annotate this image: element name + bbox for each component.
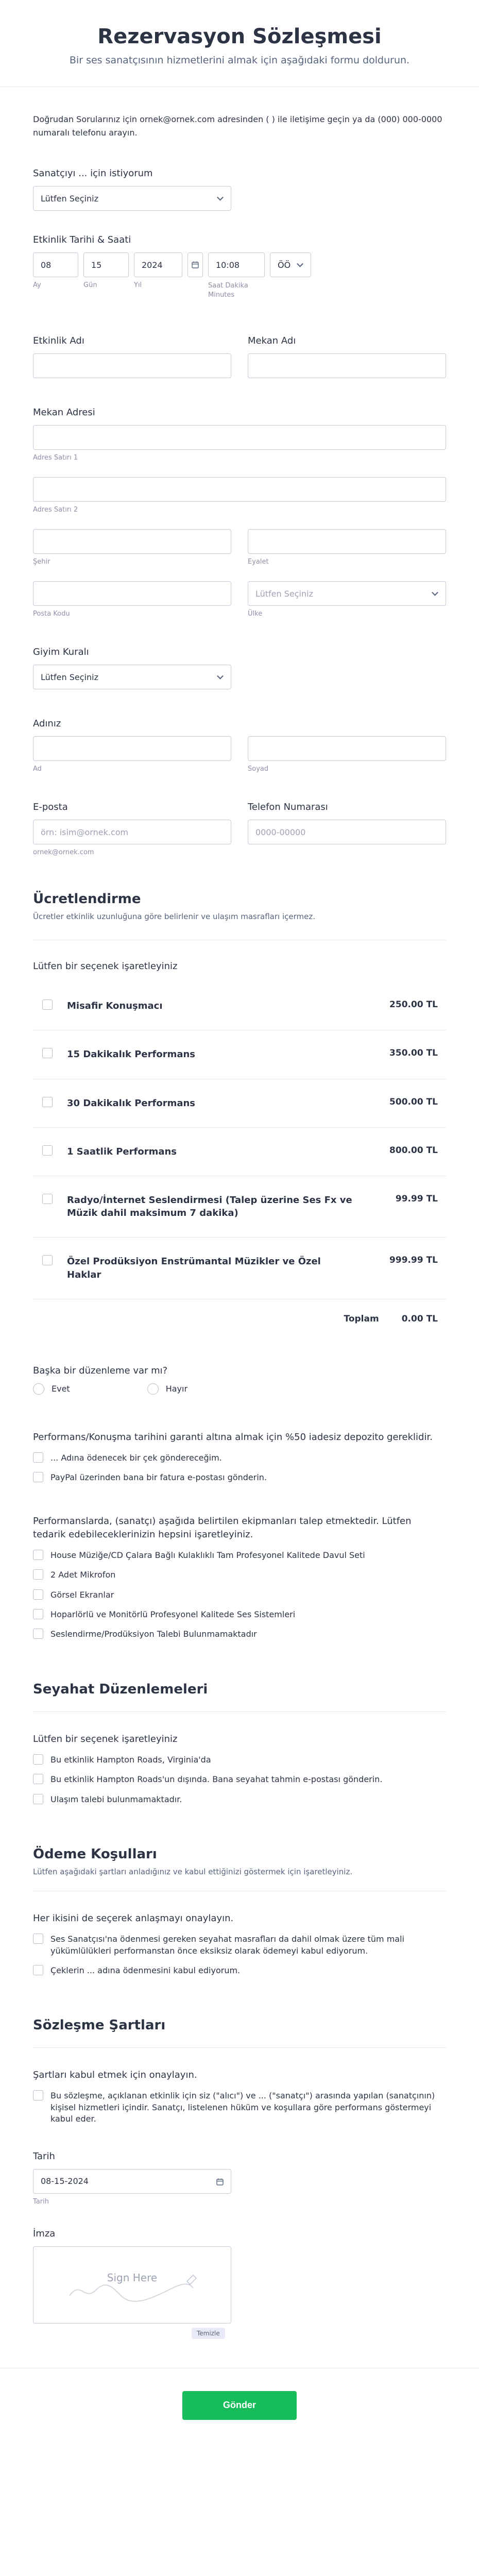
year-input[interactable]: 2024 xyxy=(134,252,182,277)
city-sublabel: Şehir xyxy=(33,558,50,566)
address-line2-sublabel: Adres Satırı 2 xyxy=(33,506,78,514)
submit-area xyxy=(0,2368,479,2451)
checkbox-box xyxy=(33,1609,43,1619)
address-label: Mekan Adresi xyxy=(33,407,95,418)
day-input[interactable]: 15 xyxy=(83,252,129,277)
checkbox-box xyxy=(33,1452,43,1463)
travel-option-label: Bu etkinlik Hampton Roads, Virginia'da xyxy=(50,1754,211,1765)
radio-no[interactable] xyxy=(147,1383,187,1395)
other-arrangement-label: Başka bir düzenleme var mı? xyxy=(33,1365,168,1376)
chevron-down-icon xyxy=(217,194,224,201)
address-line1-sublabel: Adres Satırı 1 xyxy=(33,454,78,462)
email-placeholder: örn: isim@ornek.com xyxy=(41,827,129,837)
month-sublabel: Ay xyxy=(33,281,41,290)
checkbox-box xyxy=(42,999,53,1010)
product-name: 15 Dakikalık Performans xyxy=(67,1049,196,1060)
equipment-option-label: 2 Adet Mikrofon xyxy=(50,1570,116,1580)
checkbox-box xyxy=(33,1550,43,1560)
payment-field xyxy=(33,1912,446,1976)
product-name: Özel Prodüksiyon Enstrümantal Müzikler ve Özel Haklar xyxy=(67,1256,321,1280)
product-price: 800.00 TL xyxy=(389,1145,438,1156)
travel-option-label: Ulaşım talebi bulunmamaktadır. xyxy=(50,1794,182,1804)
submit-button[interactable]: Gönder xyxy=(182,2391,297,2420)
state-input[interactable] xyxy=(248,529,446,554)
date-field xyxy=(33,2151,446,2206)
artist-select[interactable] xyxy=(33,186,231,211)
chevron-down-icon xyxy=(432,589,438,596)
signature-pad[interactable] xyxy=(33,2246,231,2324)
contract-checkbox[interactable] xyxy=(33,2090,446,2125)
equipment-field xyxy=(33,1515,446,1640)
product-item[interactable] xyxy=(33,982,446,1030)
checkbox-box xyxy=(42,1145,53,1156)
name-label: Adınız xyxy=(33,718,61,730)
checkbox-box xyxy=(33,2090,43,2100)
checkbox-box xyxy=(42,1097,53,1107)
product-item[interactable] xyxy=(33,1079,446,1128)
signature-field xyxy=(33,2228,446,2339)
total-value: 0.00 TL xyxy=(401,1313,438,1324)
equipment-option-label: House Müziğe/CD Çalara Bağlı Kulaklıklı Tam Profesyonel Kalitede Davul Seti xyxy=(50,1550,365,1560)
date-input[interactable] xyxy=(33,2169,231,2194)
pricing-desc: Ücretler etkinlik uzunluğuna göre belirlenir ve ulaşım masrafları içermez. xyxy=(33,912,315,922)
zip-sublabel: Posta Kodu xyxy=(33,610,70,618)
event-name-label: Etkinlik Adı xyxy=(33,335,84,347)
checkbox-option[interactable] xyxy=(33,1774,446,1785)
intro-text: Doğrudan Sorularınız için ornek@ornek.com adresinden ( ) ile iletişime geçin ya da (000) 000-0000 numaralı telefonu arayın. xyxy=(33,114,442,138)
product-name: Radyo/İnternet Seslendirmesi (Talep üzerine Ses Fx ve Müzik dahil maksimum 7 dakika) xyxy=(67,1195,352,1219)
dress-code-select[interactable] xyxy=(33,665,231,689)
calendar-icon[interactable] xyxy=(187,252,203,277)
radio-circle xyxy=(147,1383,159,1395)
form-title: Rezervasyon Sözleşmesi xyxy=(97,25,382,48)
checkbox-option[interactable] xyxy=(33,1550,446,1561)
total-label: Toplam xyxy=(344,1313,379,1324)
zip-input[interactable] xyxy=(33,581,231,606)
artist-field xyxy=(33,168,446,211)
artist-label: Sanatçıyı ... için istiyorum xyxy=(33,168,153,179)
product-item[interactable] xyxy=(33,1030,446,1079)
deposit-option-label: ... Adına ödenecek bir çek göndereceğim. xyxy=(50,1452,222,1463)
travel-question: Lütfen bir seçenek işaretleyiniz xyxy=(33,1733,178,1744)
equipment-question: Performanslarda, (sanatçı) aşağıda belirtilen ekipmanları talep etmektedir. Lütfen tedarik edebileceklerinizin hepsini işaretleyiniz. xyxy=(33,1515,412,1540)
payment-title: Ödeme Koşulları xyxy=(33,1846,157,1862)
form-subtitle: Bir ses sanatçısının hizmetlerini almak için aşağıdaki formu doldurun. xyxy=(69,55,410,66)
radio-yes-label: Evet xyxy=(52,1384,70,1394)
product-item[interactable] xyxy=(33,1238,446,1299)
time-sublabel: Saat Dakika Minutes xyxy=(208,282,248,299)
email-sublabel: ornek@ornek.com xyxy=(33,849,94,857)
travel-options xyxy=(33,1754,446,1805)
travel-option-label: Bu etkinlik Hampton Roads'un dışında. Bana seyahat tahmin e-postası gönderin. xyxy=(50,1774,383,1785)
chevron-down-icon xyxy=(217,673,224,680)
last-name-input[interactable] xyxy=(248,736,446,761)
product-name: Misafir Konuşmacı xyxy=(67,1001,163,1012)
venue-name-field xyxy=(248,335,446,378)
payment-option-label: Çeklerin ... adına ödenmesini kabul ediyorum. xyxy=(50,1965,241,1975)
contract-question: Şartları kabul etmek için onaylayın. xyxy=(33,2070,197,2081)
deposit-options xyxy=(33,1452,446,1484)
checkbox-box xyxy=(33,1569,43,1580)
dress-code-label: Giyim Kuralı xyxy=(33,647,89,658)
email-field xyxy=(33,802,231,856)
product-price: 250.00 TL xyxy=(389,999,438,1010)
email-label: E-posta xyxy=(33,802,68,813)
checkbox-option[interactable] xyxy=(33,1794,446,1805)
event-name-field xyxy=(33,335,231,378)
phone-field xyxy=(248,802,446,856)
address-line1-input[interactable] xyxy=(33,425,446,450)
other-arrangement-field xyxy=(33,1365,446,1395)
checkbox-option[interactable] xyxy=(33,1569,446,1581)
chevron-down-icon xyxy=(297,261,303,267)
checkbox-box xyxy=(33,1589,43,1600)
product-name: 30 Dakikalık Performans xyxy=(67,1097,196,1109)
contract-field xyxy=(33,2069,446,2125)
equipment-option-label: Hoparlörlü ve Monitörlü Profesyonel Kalitede Ses Sistemleri xyxy=(50,1609,296,1620)
address-field xyxy=(33,407,446,618)
contract-option-label: Bu sözleşme, açıklanan etkinlik için siz ("alıcı") ve ... ("sanatçı") arasında yapılan (sanatçının) kişisel hizmetleri içindir. Sanatçı, listelenen hüküm ve koşullara göre performans göstermeyi kabul eder. xyxy=(50,2091,435,2124)
form-header xyxy=(0,0,479,87)
time-input[interactable]: 10:08 xyxy=(208,252,265,277)
city-input[interactable] xyxy=(33,529,231,554)
phone-label: Telefon Numarası xyxy=(248,802,328,813)
product-price: 99.99 TL xyxy=(395,1194,438,1205)
date-sublabel: Tarih xyxy=(33,2197,49,2206)
day-sublabel: Gün xyxy=(83,281,97,290)
checkbox-option[interactable] xyxy=(33,1754,446,1766)
product-item[interactable] xyxy=(33,1176,446,1238)
pricing-title: Ücretlendirme xyxy=(33,891,141,907)
travel-title: Seyahat Düzenlemeleri xyxy=(33,1681,208,1697)
artist-select-value: Lütfen Seçiniz xyxy=(41,193,98,204)
radio-yes[interactable] xyxy=(33,1383,70,1395)
checkbox-option[interactable] xyxy=(33,1629,446,1640)
year-sublabel: Yıl xyxy=(134,281,142,290)
phone-placeholder: 0000-00000 xyxy=(255,827,306,837)
clear-signature-button[interactable]: Temizle xyxy=(192,2328,225,2339)
product-name: 1 Saatlik Performans xyxy=(67,1146,177,1157)
email-input[interactable] xyxy=(33,820,231,844)
radio-no-label: Hayır xyxy=(165,1384,188,1394)
event-datetime-label: Etkinlik Tarihi & Saati xyxy=(33,234,131,246)
address-line2-input[interactable] xyxy=(33,477,446,502)
radio-circle xyxy=(33,1383,44,1395)
ampm-select[interactable] xyxy=(270,252,311,277)
date-label: Tarih xyxy=(33,2150,55,2162)
checkbox-box xyxy=(33,1629,43,1639)
checkbox-box xyxy=(33,1965,43,1975)
equipment-option-label: Seslendirme/Prodüksiyon Talebi Bulunmamaktadır xyxy=(50,1629,257,1639)
checkbox-option[interactable] xyxy=(33,1609,446,1620)
checkbox-box xyxy=(33,1472,43,1482)
month-input[interactable]: 08 xyxy=(33,252,78,277)
equipment-option-label: Görsel Ekranlar xyxy=(50,1589,114,1600)
contract-title: Sözleşme Şartları xyxy=(33,2018,166,2033)
checkbox-box xyxy=(42,1194,53,1204)
last-name-sublabel: Soyad xyxy=(248,765,269,773)
event-datetime-field xyxy=(33,234,446,299)
country-select[interactable] xyxy=(248,581,446,606)
checkbox-box xyxy=(33,1934,43,1944)
venue-name-input[interactable] xyxy=(248,353,446,378)
country-placeholder: Lütfen Seçiniz xyxy=(255,588,313,599)
payment-desc: Lütfen aşağıdaki şartları anladığınız ve kabul ettiğinizi göstermek için işaretleyiniz. xyxy=(33,1867,353,1877)
first-name-input[interactable] xyxy=(33,736,231,761)
signature-label: İmza xyxy=(33,2228,56,2239)
event-name-input[interactable] xyxy=(33,353,231,378)
total-row xyxy=(33,1299,446,1324)
name-field xyxy=(33,718,446,773)
phone-input[interactable] xyxy=(248,820,446,844)
payment-options xyxy=(33,1934,446,1976)
checkbox-option[interactable] xyxy=(33,1589,446,1601)
product-price: 999.99 TL xyxy=(389,1255,438,1266)
dress-code-field xyxy=(33,647,446,689)
product-list xyxy=(33,982,446,1299)
equipment-options xyxy=(33,1550,446,1640)
first-name-sublabel: Ad xyxy=(33,765,42,773)
pricing-question: Lütfen bir seçenek işaretleyiniz xyxy=(33,961,178,972)
deposit-field xyxy=(33,1431,446,1484)
venue-name-label: Mekan Adı xyxy=(248,335,296,347)
date-value: 08-15-2024 xyxy=(41,2176,89,2187)
product-price: 350.00 TL xyxy=(389,1048,438,1059)
checkbox-option[interactable] xyxy=(33,1452,446,1464)
checkbox-box xyxy=(42,1048,53,1058)
calendar-icon[interactable] xyxy=(216,2178,224,2188)
signature-placeholder: Sign Here xyxy=(107,2271,158,2284)
country-sublabel: Ülke xyxy=(248,610,263,618)
checkbox-option[interactable] xyxy=(33,1965,446,1976)
checkbox-box xyxy=(33,1754,43,1765)
checkbox-option[interactable] xyxy=(33,1934,446,1957)
checkbox-box xyxy=(33,1794,43,1804)
travel-field xyxy=(33,1733,446,1805)
payment-question: Her ikisini de seçerek anlaşmayı onaylayın. xyxy=(33,1913,234,1924)
payment-option-label: Ses Sanatçısı'na ödenmesi gereken seyahat masrafları da dahil olmak üzere tüm mali yükümlülükleri performanstan önce eksiksiz olarak ödemeyi kabul ediyorum. xyxy=(50,1934,404,1956)
product-item[interactable] xyxy=(33,1128,446,1176)
ampm-value: ÖÖ xyxy=(278,260,291,270)
checkbox-box xyxy=(33,1774,43,1784)
product-price: 500.00 TL xyxy=(389,1096,438,1107)
checkbox-box xyxy=(42,1255,53,1265)
checkbox-option[interactable] xyxy=(33,1472,446,1483)
dress-code-value: Lütfen Seçiniz xyxy=(41,672,98,682)
deposit-question: Performans/Konuşma tarihini garanti altına almak için %50 iadesiz depozito gereklidir. xyxy=(33,1431,433,1443)
state-sublabel: Eyalet xyxy=(248,558,269,566)
deposit-option-label: PayPal üzerinden bana bir fatura e-postası gönderin. xyxy=(50,1472,267,1483)
